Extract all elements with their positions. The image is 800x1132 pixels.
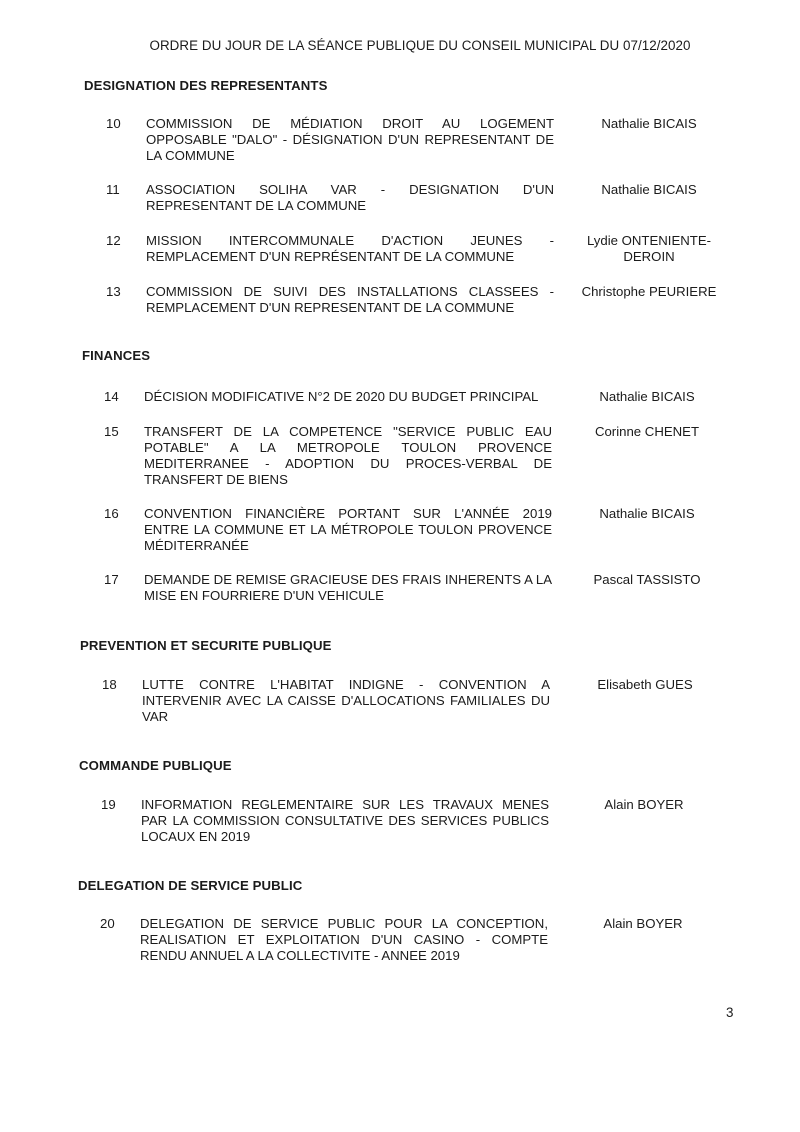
item-number: 18	[102, 677, 117, 692]
section-title-finances: FINANCES	[82, 348, 151, 363]
item-text: MISSION INTERCOMMUNALE D'ACTION JEUNES - REMPLACEMENT D'UN REPRÉSENTANT DE LA COMMUNE	[146, 233, 554, 264]
section-title-commande-publique: COMMANDE PUBLIQUE	[79, 758, 232, 773]
item-text: ASSOCIATION SOLIHA VAR - DESIGNATION D'UN REPRESENTANT DE LA COMMUNE	[146, 182, 554, 213]
item-rapporteur: Nathalie BICAIS	[599, 389, 695, 404]
item-text: INFORMATION REGLEMENTAIRE SUR LES TRAVAUX MENES PAR LA COMMISSION CONSULTATIVE DES SERVICES PUBLICS LOCAUX EN 2019	[141, 797, 549, 844]
item-text: CONVENTION FINANCIÈRE PORTANT SUR L'ANNÉE 2019 ENTRE LA COMMUNE ET LA MÉTROPOLE TOULON PROVENCE MÉDITERRANÉE	[144, 506, 552, 553]
item-rapporteur: Alain BOYER	[603, 916, 683, 931]
item-text: LUTTE CONTRE L'HABITAT INDIGNE - CONVENTION A INTERVENIR AVEC LA CAISSE D'ALLOCATIONS FAMILIALES DU VAR	[142, 677, 550, 724]
item-rapporteur: Lydie ONTENIENTE-DEROIN	[586, 233, 712, 264]
item-number: 17	[104, 572, 119, 587]
item-rapporteur: Elisabeth GUES	[597, 677, 693, 692]
item-rapporteur: Nathalie BICAIS	[601, 116, 697, 131]
section-title-designation: DESIGNATION DES REPRESENTANTS	[84, 78, 328, 93]
item-rapporteur: Nathalie BICAIS	[601, 182, 697, 197]
item-number: 13	[106, 284, 121, 299]
section-title-delegation: DELEGATION DE SERVICE PUBLIC	[78, 878, 303, 893]
item-text: COMMISSION DE SUIVI DES INSTALLATIONS CLASSEES - REMPLACEMENT D'UN REPRESENTANT DE LA COMMUNE	[146, 284, 554, 315]
item-number: 10	[106, 116, 121, 131]
item-text: DEMANDE DE REMISE GRACIEUSE DES FRAIS INHERENTS A LA MISE EN FOURRIERE D'UN VEHICULE	[144, 572, 552, 603]
item-rapporteur: Nathalie BICAIS	[599, 506, 695, 521]
item-number: 11	[106, 182, 120, 197]
item-text: TRANSFERT DE LA COMPETENCE "SERVICE PUBLIC EAU POTABLE" A LA METROPOLE TOULON PROVENCE MEDITERRANEE - ADOPTION DU PROCES-VERBAL DE TRANSFERT DE BIENS	[144, 424, 552, 487]
item-number: 12	[106, 233, 121, 248]
item-number: 19	[101, 797, 116, 812]
item-rapporteur: Pascal TASSISTO	[593, 572, 701, 587]
item-text: DÉCISION MODIFICATIVE N°2 DE 2020 DU BUDGET PRINCIPAL	[144, 389, 539, 404]
document-header: ORDRE DU JOUR DE LA SÉANCE PUBLIQUE DU CONSEIL MUNICIPAL DU 07/12/2020	[149, 38, 691, 53]
item-text: DELEGATION DE SERVICE PUBLIC POUR LA CONCEPTION, REALISATION ET EXPLOITATION D'UN CASINO - COMPTE RENDU ANNUEL A LA COLLECTIVITE - ANNEE 2019	[140, 916, 548, 963]
item-number: 15	[104, 424, 119, 439]
item-text: COMMISSION DE MÉDIATION DROIT AU LOGEMENT OPPOSABLE "DALO" - DÉSIGNATION D'UN REPRESENTANT DE LA COMMUNE	[146, 116, 554, 163]
page-number: 3	[726, 1005, 734, 1020]
item-number: 20	[100, 916, 115, 931]
item-rapporteur: Alain BOYER	[604, 797, 684, 812]
item-number: 16	[104, 506, 119, 521]
item-rapporteur: Corinne CHENET	[594, 424, 700, 439]
item-number: 14	[104, 389, 119, 404]
section-title-prevention: PREVENTION ET SECURITE PUBLIQUE	[80, 638, 332, 653]
item-rapporteur: Christophe PEURIERE	[581, 284, 717, 299]
